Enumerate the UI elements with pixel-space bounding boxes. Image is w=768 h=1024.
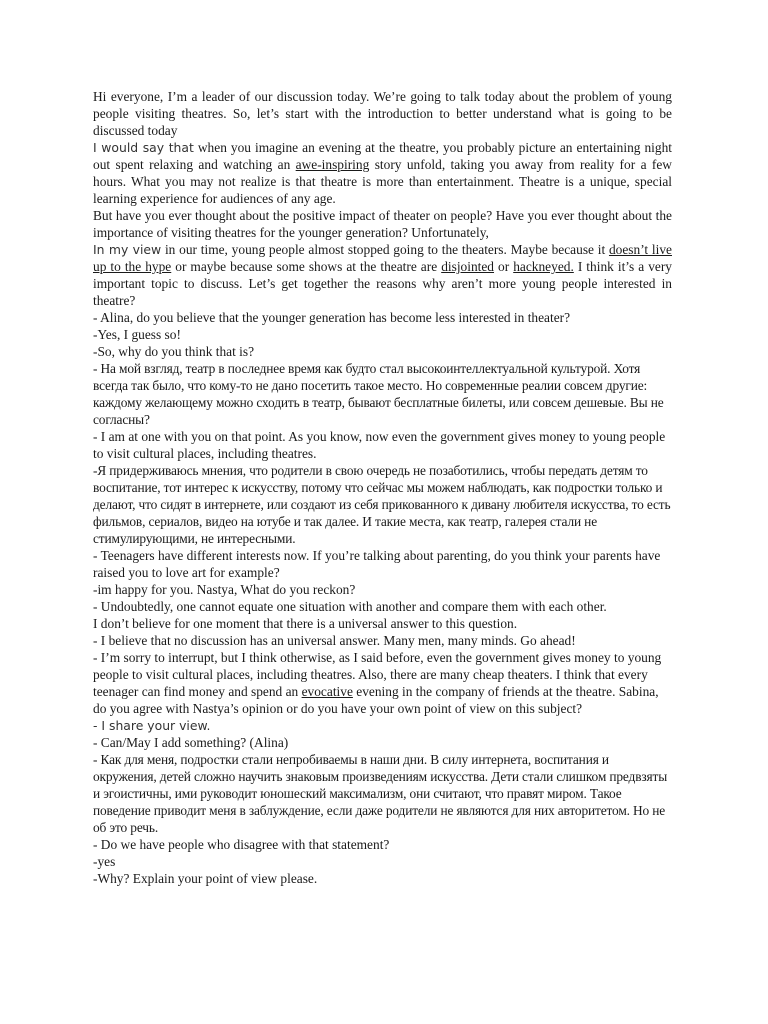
view-paragraph xyxy=(93,241,672,309)
dialogue-line: -Yes, I guess so! xyxy=(93,327,181,342)
text-segment: evening in the company of friends at the theatre. Sabina, do you agree with Nastya’s opinion or do you have your own point of view on this subject? xyxy=(93,684,659,716)
text-segment: or xyxy=(494,259,514,274)
text-segment: I think it’s a very important topic to discuss. Let’s get together the reasons why aren’t more young people interested in theatre? xyxy=(93,259,672,308)
dialogue-line-phrase: - I share your view. xyxy=(93,718,211,733)
phrase-lead: I would say that xyxy=(93,140,194,155)
vocab-word: evocative xyxy=(301,684,353,699)
vocab-word: doesn’t live up to the hype xyxy=(93,242,672,274)
text-segment: story unfold, taking you away from reality for a few hours. What you may not realize is that theatre is more than entertainment. Theatre is a unique, special learning experience for audiences of any age. xyxy=(93,157,672,206)
dialogue-line: -So, why do you think that is? xyxy=(93,344,255,359)
dialogue-line xyxy=(93,649,672,717)
dialogue-line: - Teenagers have different interests now. If you’re talking about parenting, do you think your parents have raised you to love art for example? xyxy=(93,548,661,580)
dialogue-line: - Can/May I add something? (Alina) xyxy=(93,735,289,750)
text-segment: when you imagine an evening at the theatre, you probably picture an entertaining night out spent relaxing and watching an xyxy=(93,140,672,172)
vocab-word: disjointed xyxy=(441,259,495,274)
impact-paragraph: But have you ever thought about the positive impact of theater on people? Have you ever thought about the importance of visiting theatres for the younger generation? Unfortunately, xyxy=(93,208,672,240)
dialogue-line: -im happy for you. Nastya, What do you reckon? xyxy=(93,582,356,597)
text-segment: in our time, young people almost stopped going to the theaters. Maybe because it xyxy=(161,242,609,257)
dialogue-line: - Do we have people who disagree with that statement? xyxy=(93,837,390,852)
dialogue-line: -Why? Explain your point of view please. xyxy=(93,871,318,886)
intro-paragraph: Hi everyone, I’m a leader of our discussion today. We’re going to talk today about the problem of young people visiting theatres. So, let’s start with the introduction to better understand what is going to be discussed today xyxy=(93,89,672,138)
dialogue-line: I don’t believe for one moment that there is a universal answer to this question. xyxy=(93,616,518,631)
dialogue-line: -yes xyxy=(93,854,116,869)
vocab-word: hackneyed. xyxy=(513,259,574,274)
dialogue-line: - I believe that no discussion has an universal answer. Many men, many minds. Go ahead! xyxy=(93,633,576,648)
vocab-word: awe-inspiring xyxy=(295,157,370,172)
text-segment: - I’m sorry to interrupt, but I think otherwise, as I said before, even the government gives money to young people to visit cultural places, including theatres. Also, there are many cheap theaters. I think that every teenager can find money and spend an xyxy=(93,650,662,699)
document-page xyxy=(93,88,672,887)
phrase-lead: In my view xyxy=(93,242,162,257)
dialogue-line: - Alina, do you believe that the younger generation has become less interested in theater? xyxy=(93,310,571,325)
dialogue-line: - Undoubtedly, one cannot equate one situation with another and compare them with each other. xyxy=(93,599,607,614)
dialogue-line-russian: -Я придерживаюсь мнения, что родители в свою очередь не позаботились, чтобы передать детям то воспитание, тот интерес к искусству, потому что сейчас мы можем наблюдать, как подростки только и делают, что сидят в интернете, или создают из себя прикованного к дивану любителя искусства, то есть фильмов, сериалов, видео на ютубе и так далее. И такие места, как театр, галерея стали не стимулирующими, не интересными. xyxy=(93,463,671,546)
dialogue-line-russian: - Как для меня, подростки стали непробиваемы в наши дни. В силу интернета, воспитания и окружения, детей сложно научить знаковым произведениям искусства. Дети стали слишком предвзяты и эгоистичны, ими руководит юношеский максимализм, они считают, что правят миром. Такое поведение приводит меня в заблуждение, если даже родители не являются для них авторитетом. Но не об это речь. xyxy=(93,752,668,835)
dialogue-line: - I am at one with you on that point. As you know, now even the government gives money to young people to visit cultural places, including theatres. xyxy=(93,429,666,461)
dialogue-line-russian: - На мой взгляд, театр в последнее время как будто стал высокоинтеллектуальной культурой. Хотя всегда так было, что кому-то не дано посетить такое место. Но современные реалии совсем другие: каждому желающему можно сходить в театр, бывают бесплатные билеты, или совсем дешевые. Вы не согласны? xyxy=(93,361,664,427)
theatre-learning-paragraph xyxy=(93,139,672,207)
text-segment: or maybe because some shows at the theatre are xyxy=(171,259,442,274)
